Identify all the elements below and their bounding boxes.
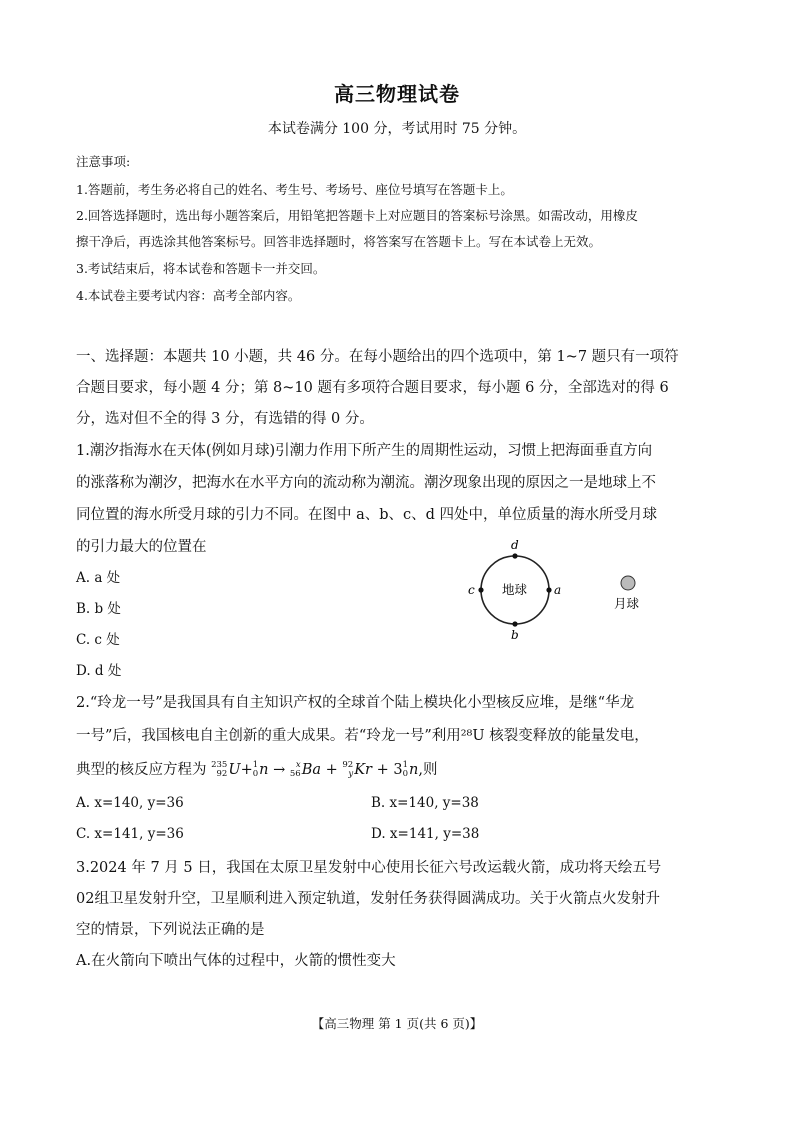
ba-numbers: x 56 xyxy=(289,760,301,779)
q2-option-d: D. x=141, y=38 xyxy=(371,826,480,842)
q1-option-d: D. d 处 xyxy=(76,663,122,679)
kr-numbers: 92 y xyxy=(342,760,354,779)
question-1-text: 的引力最大的位置在 xyxy=(76,539,207,555)
point-d-label: d xyxy=(511,538,519,552)
q2-option-b: B. x=140, y=38 xyxy=(371,795,479,811)
question-2-text: 2.“玲龙一号”是我国具有自主知识产权的全球首个陆上模块化小型核反应堆，是继“华龙 xyxy=(76,695,635,711)
question-3-text: 3.2024 年 7 月 5 日，我国在太原卫星发射中心使用长征六号改运载火箭，成功将天绘五号 xyxy=(76,860,662,876)
nuclear-equation xyxy=(211,762,418,778)
note-item: 2.回答选择题时，选出每小题答案后，用铅笔把答题卡上对应题目的答案标号涂黑。如需改动，用橡皮 xyxy=(76,208,638,223)
question-3-text: 02组卫星发射升空，卫星顺利进入预定轨道，发射任务获得圆满成功。关于火箭点火发射升 xyxy=(76,891,660,907)
q1-option-c: C. c 处 xyxy=(76,632,120,648)
q1-option-a: A. a 处 xyxy=(76,570,121,586)
u-symbol: U xyxy=(228,762,241,778)
plus-sign: + xyxy=(325,762,338,778)
u-numbers: 235 92 xyxy=(211,760,228,779)
plus-sign: + xyxy=(240,762,253,778)
page-title: 高三物理试卷 xyxy=(334,82,460,106)
question-1-text: 同位置的海水所受月球的引力不同。在图中 a、b、c、d 四处中，单位质量的海水所受月球 xyxy=(76,507,658,523)
question-2-text: 一号”后，我国核电自主创新的重大成果。若“玲龙一号”利用²⁸U 核裂变释放的能量发电， xyxy=(76,728,649,744)
moon-icon xyxy=(621,576,635,590)
n-symbol: n xyxy=(259,762,269,778)
q2-option-a: A. x=140, y=36 xyxy=(76,795,184,811)
question-3-text: 空的情景，下列说法正确的是 xyxy=(76,922,265,938)
note-item: 擦干净后，再选涂其他答案标号。回答非选择题时，将答案写在答题卡上。写在本试卷上无效。 xyxy=(76,234,602,249)
n-symbol: n xyxy=(409,762,419,778)
n2-numbers: 1 0 xyxy=(402,760,409,779)
point-c-dot xyxy=(478,587,483,592)
equation-suffix: ,则 xyxy=(418,762,438,778)
question-1-text: 1.潮汐指海水在天体(例如月球)引潮力作用下所产生的周期性运动，习惯上把海面垂直方向 xyxy=(76,443,653,459)
earth-label: 地球 xyxy=(502,582,528,597)
point-b-dot xyxy=(512,621,517,626)
earth-moon-figure xyxy=(456,536,676,648)
point-a-label: a xyxy=(554,583,562,597)
question-1-text: 的涨落称为潮汐，把海水在水平方向的流动称为潮流。潮汐现象出现的原因之一是地球上不 xyxy=(76,475,656,491)
plus-sign: + xyxy=(376,762,389,778)
point-a-dot xyxy=(546,587,551,592)
section-instructions: 一、选择题：本题共 10 小题，共 46 分。在每小题给出的四个选项中，第 1~7 题只有一项符 xyxy=(76,349,679,365)
q1-option-b: B. b 处 xyxy=(76,601,121,617)
kr-symbol: Kr xyxy=(354,762,372,778)
section-instructions: 分，选对但不全的得 3 分，有选错的得 0 分。 xyxy=(76,411,374,427)
ba-symbol: Ba xyxy=(301,762,322,778)
note-item: 1.答题前，考生务必将自己的姓名、考生号、考场号、座位号填写在答题卡上。 xyxy=(76,182,513,197)
point-d-dot xyxy=(512,553,517,558)
equation-prefix: 典型的核反应方程为 xyxy=(76,762,207,778)
q2-option-c: C. x=141, y=36 xyxy=(76,826,184,842)
earth-moon-diagram xyxy=(456,536,676,648)
section-instructions: 合题目要求，每小题 4 分；第 8~10 题有多项符合题目要求，每小题 6 分，全部选对的得 6 xyxy=(76,380,669,396)
coefficient: 3 xyxy=(393,762,403,778)
page-footer: 【高三物理 第 1 页(共 6 页)】 xyxy=(311,1016,483,1031)
question-2-equation-line xyxy=(76,758,437,779)
point-b-label: b xyxy=(511,628,519,642)
q3-option-a: A.在火箭向下喷出气体的过程中，火箭的惯性变大 xyxy=(76,953,396,969)
n-numbers: 1 0 xyxy=(252,760,259,779)
notes-heading: 注意事项: xyxy=(76,154,131,169)
exam-info: 本试卷满分 100 分，考试用时 75 分钟。 xyxy=(267,121,527,137)
point-c-label: c xyxy=(468,583,475,597)
note-item: 4.本试卷主要考试内容：高考全部内容。 xyxy=(76,288,301,303)
note-item: 3.考试结束后，将本试卷和答题卡一并交回。 xyxy=(76,261,326,276)
moon-label: 月球 xyxy=(614,596,640,611)
arrow: → xyxy=(273,762,286,778)
